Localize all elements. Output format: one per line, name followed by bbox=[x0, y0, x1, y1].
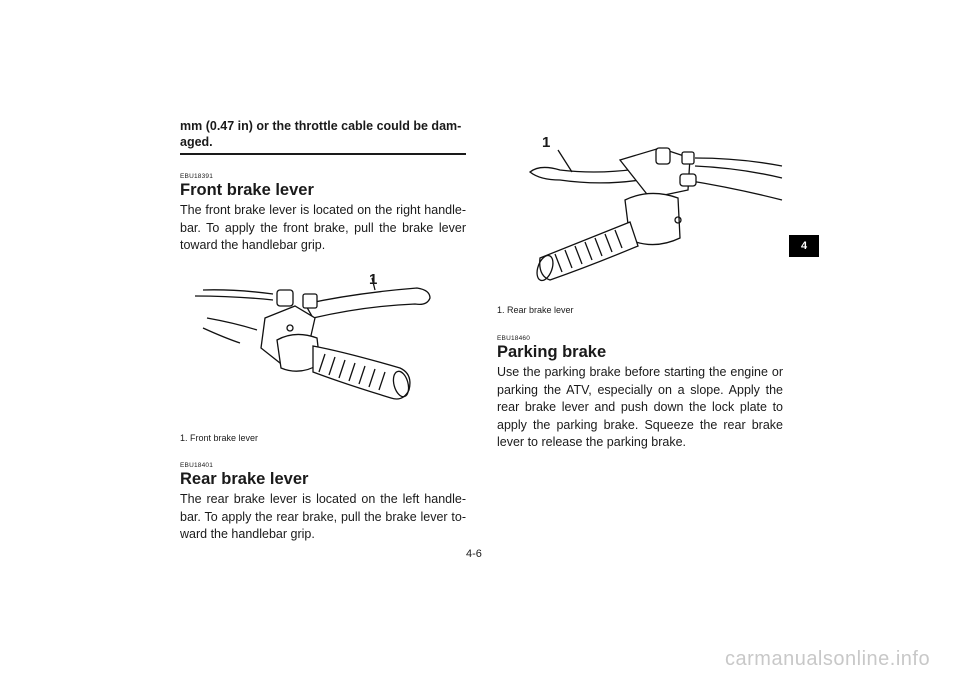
chapter-tab: 4 bbox=[789, 235, 819, 257]
section-code-rear: EBU18401 bbox=[180, 462, 214, 469]
section-code-front: EBU18391 bbox=[180, 173, 214, 180]
page-number: 4-6 bbox=[466, 548, 482, 560]
warning-continuation bbox=[180, 118, 466, 150]
heading-front-brake: Front brake lever bbox=[180, 181, 314, 199]
warning-line-1: mm (0.47 in) or the throttle cable could be dam- bbox=[180, 119, 462, 133]
paragraph-rear-brake: The rear brake lever is located on the left handle-bar. To apply the rear brake, pull the brake lever to-ward the handlebar grip. bbox=[180, 492, 466, 542]
rear-brake-illustration bbox=[520, 130, 785, 290]
callout-front-brake: 1 bbox=[369, 271, 378, 288]
warning-line-2: aged. bbox=[180, 135, 213, 149]
callout-rear-brake: 1 bbox=[542, 134, 551, 151]
watermark: carmanualsonline.info bbox=[725, 648, 931, 670]
paragraph-front-brake: The front brake lever is located on the right handle-bar. To apply the front brake, pull the brake lever toward the handlebar grip. bbox=[180, 203, 466, 253]
caption-rear-brake: 1. Rear brake lever bbox=[497, 305, 574, 315]
section-code-parking: EBU18460 bbox=[497, 335, 531, 342]
heading-parking-brake: Parking brake bbox=[497, 343, 607, 361]
paragraph-parking-brake: Use the parking brake before starting the engine or parking the ATV, especially on a slope. Apply the rear brake lever and push down the lock plate to apply the parking brake. Squeeze the rear brake lever to release the parking brake. bbox=[497, 365, 783, 450]
heading-rear-brake: Rear brake lever bbox=[180, 470, 309, 488]
warning-divider bbox=[180, 153, 466, 155]
caption-front-brake: 1. Front brake lever bbox=[180, 433, 259, 443]
front-brake-illustration bbox=[195, 268, 445, 418]
